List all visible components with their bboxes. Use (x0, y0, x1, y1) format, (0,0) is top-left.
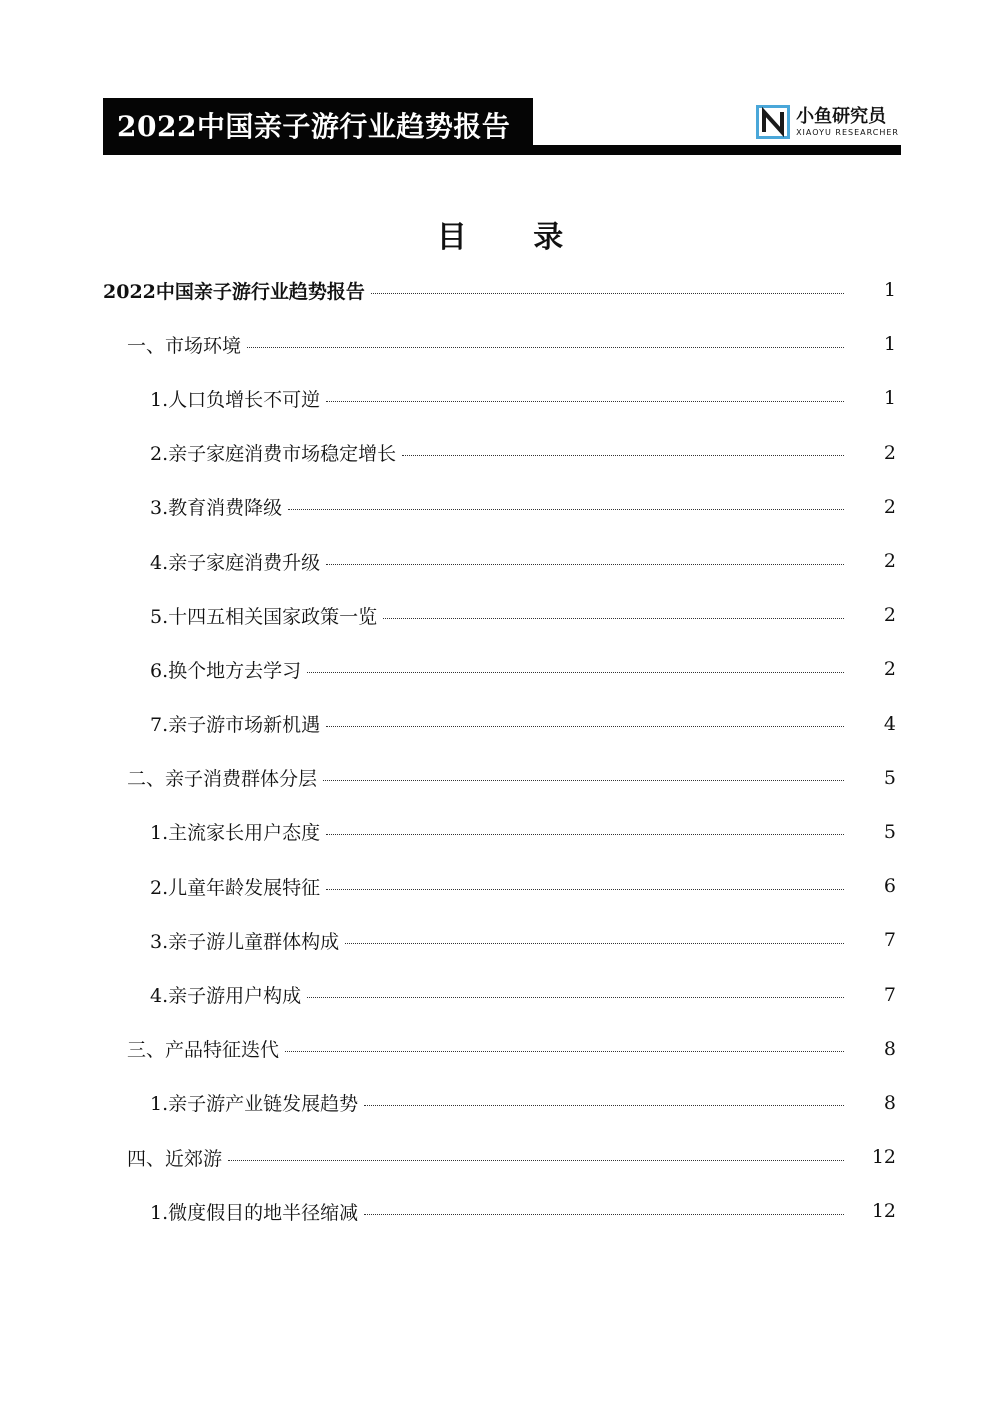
toc-entry-page-number: 1 (883, 333, 896, 356)
toc-entry-page-number: 7 (883, 929, 896, 952)
toc-entry-label: 3.教育消费降级 (150, 497, 283, 520)
toc-dot-leader (326, 726, 844, 727)
toc-entry[interactable] (103, 751, 896, 805)
toc-entry-page-number: 5 (883, 820, 896, 843)
logo-english-name: XIAOYU RESEARCHER (796, 127, 899, 137)
toc-entry-label: 1.微度假目的地半径缩减 (150, 1201, 359, 1224)
toc-dot-leader (371, 293, 844, 294)
toc-entry[interactable] (103, 480, 896, 534)
toc-dot-leader (307, 672, 844, 673)
toc-entry-page-number: 1 (883, 387, 896, 410)
toc-entry-page-number: 1 (883, 279, 896, 302)
toc-entry[interactable] (103, 967, 896, 1021)
toc-entry[interactable] (103, 913, 896, 967)
toc-entry-label: 1.主流家长用户态度 (150, 822, 321, 845)
toc-entry-label: 6.换个地方去学习 (150, 659, 302, 682)
toc-dot-leader (326, 889, 844, 890)
xiaoyu-n-logo-icon (756, 105, 790, 139)
toc-entry-page-number: 8 (883, 1091, 896, 1114)
toc-dot-leader (285, 1051, 844, 1052)
toc-entry-page-number: 2 (883, 441, 896, 464)
table-of-contents (103, 263, 896, 1238)
toc-entry[interactable] (103, 263, 896, 317)
toc-entry[interactable] (103, 1022, 896, 1076)
toc-entry-label: 二、亲子消费群体分层 (127, 768, 318, 791)
toc-dot-leader (345, 943, 844, 944)
toc-entry-page-number: 7 (883, 983, 896, 1006)
toc-entry-page-number: 4 (883, 712, 896, 735)
toc-entry-label: 2022中国亲子游行业趋势报告 (103, 280, 365, 303)
toc-entry[interactable] (103, 697, 896, 751)
toc-entry-label: 4.亲子家庭消费升级 (150, 551, 321, 574)
toc-entry-page-number: 12 (871, 1200, 896, 1223)
toc-entry[interactable] (103, 317, 896, 371)
toc-entry-page-number: 6 (883, 875, 896, 898)
toc-entry-label: 2.亲子家庭消费市场稳定增长 (150, 443, 397, 466)
toc-entry-page-number: 5 (883, 766, 896, 789)
toc-dot-leader (323, 780, 844, 781)
toc-dot-leader (326, 834, 844, 835)
toc-entry[interactable] (103, 1130, 896, 1184)
header-title-box (103, 98, 533, 152)
header-title: 2022中国亲子游行业趋势报告 (117, 110, 511, 143)
toc-entry-page-number: 8 (883, 1037, 896, 1060)
toc-entry-label: 四、近郊游 (127, 1147, 223, 1170)
toc-entry[interactable] (103, 534, 896, 588)
toc-entry-page-number: 2 (883, 604, 896, 627)
toc-entry[interactable] (103, 588, 896, 642)
toc-dot-leader (364, 1105, 844, 1106)
toc-entry-page-number: 2 (883, 658, 896, 681)
logo-chinese-name: 小鱼研究员 (796, 105, 887, 127)
toc-entry[interactable] (103, 642, 896, 696)
toc-entry-label: 3.亲子游儿童群体构成 (150, 930, 340, 953)
toc-dot-leader (228, 1160, 844, 1161)
toc-entry-label: 4.亲子游用户构成 (150, 985, 302, 1008)
toc-entry[interactable] (103, 805, 896, 859)
toc-dot-leader (288, 509, 844, 510)
toc-dot-leader (247, 347, 844, 348)
toc-entry-page-number: 2 (883, 550, 896, 573)
toc-entry-label: 7.亲子游市场新机遇 (150, 714, 321, 737)
toc-entry-label: 一、市场环境 (127, 334, 242, 357)
toc-entry-label: 1.人口负增长不可逆 (150, 388, 321, 411)
toc-entry[interactable] (103, 859, 896, 913)
toc-entry[interactable] (103, 426, 896, 480)
toc-dot-leader (307, 997, 844, 998)
toc-entry-label: 5.十四五相关国家政策一览 (150, 605, 378, 628)
toc-entry-label: 三、产品特征迭代 (127, 1039, 280, 1062)
toc-entry-label: 2.儿童年龄发展特征 (150, 876, 321, 899)
toc-entry[interactable] (103, 1184, 896, 1238)
toc-entry-page-number: 2 (883, 495, 896, 518)
toc-title: 目 录 (436, 220, 592, 255)
toc-entry[interactable] (103, 371, 896, 425)
toc-entry[interactable] (103, 1076, 896, 1130)
report-header (103, 98, 901, 157)
toc-dot-leader (402, 455, 844, 456)
toc-dot-leader (383, 618, 844, 619)
brand-logo (756, 102, 899, 142)
toc-dot-leader (364, 1214, 844, 1215)
logo-text (796, 107, 899, 138)
toc-dot-leader (326, 401, 844, 402)
toc-entry-label: 1.亲子游产业链发展趋势 (150, 1093, 359, 1116)
toc-dot-leader (326, 564, 844, 565)
toc-entry-page-number: 12 (871, 1146, 896, 1169)
